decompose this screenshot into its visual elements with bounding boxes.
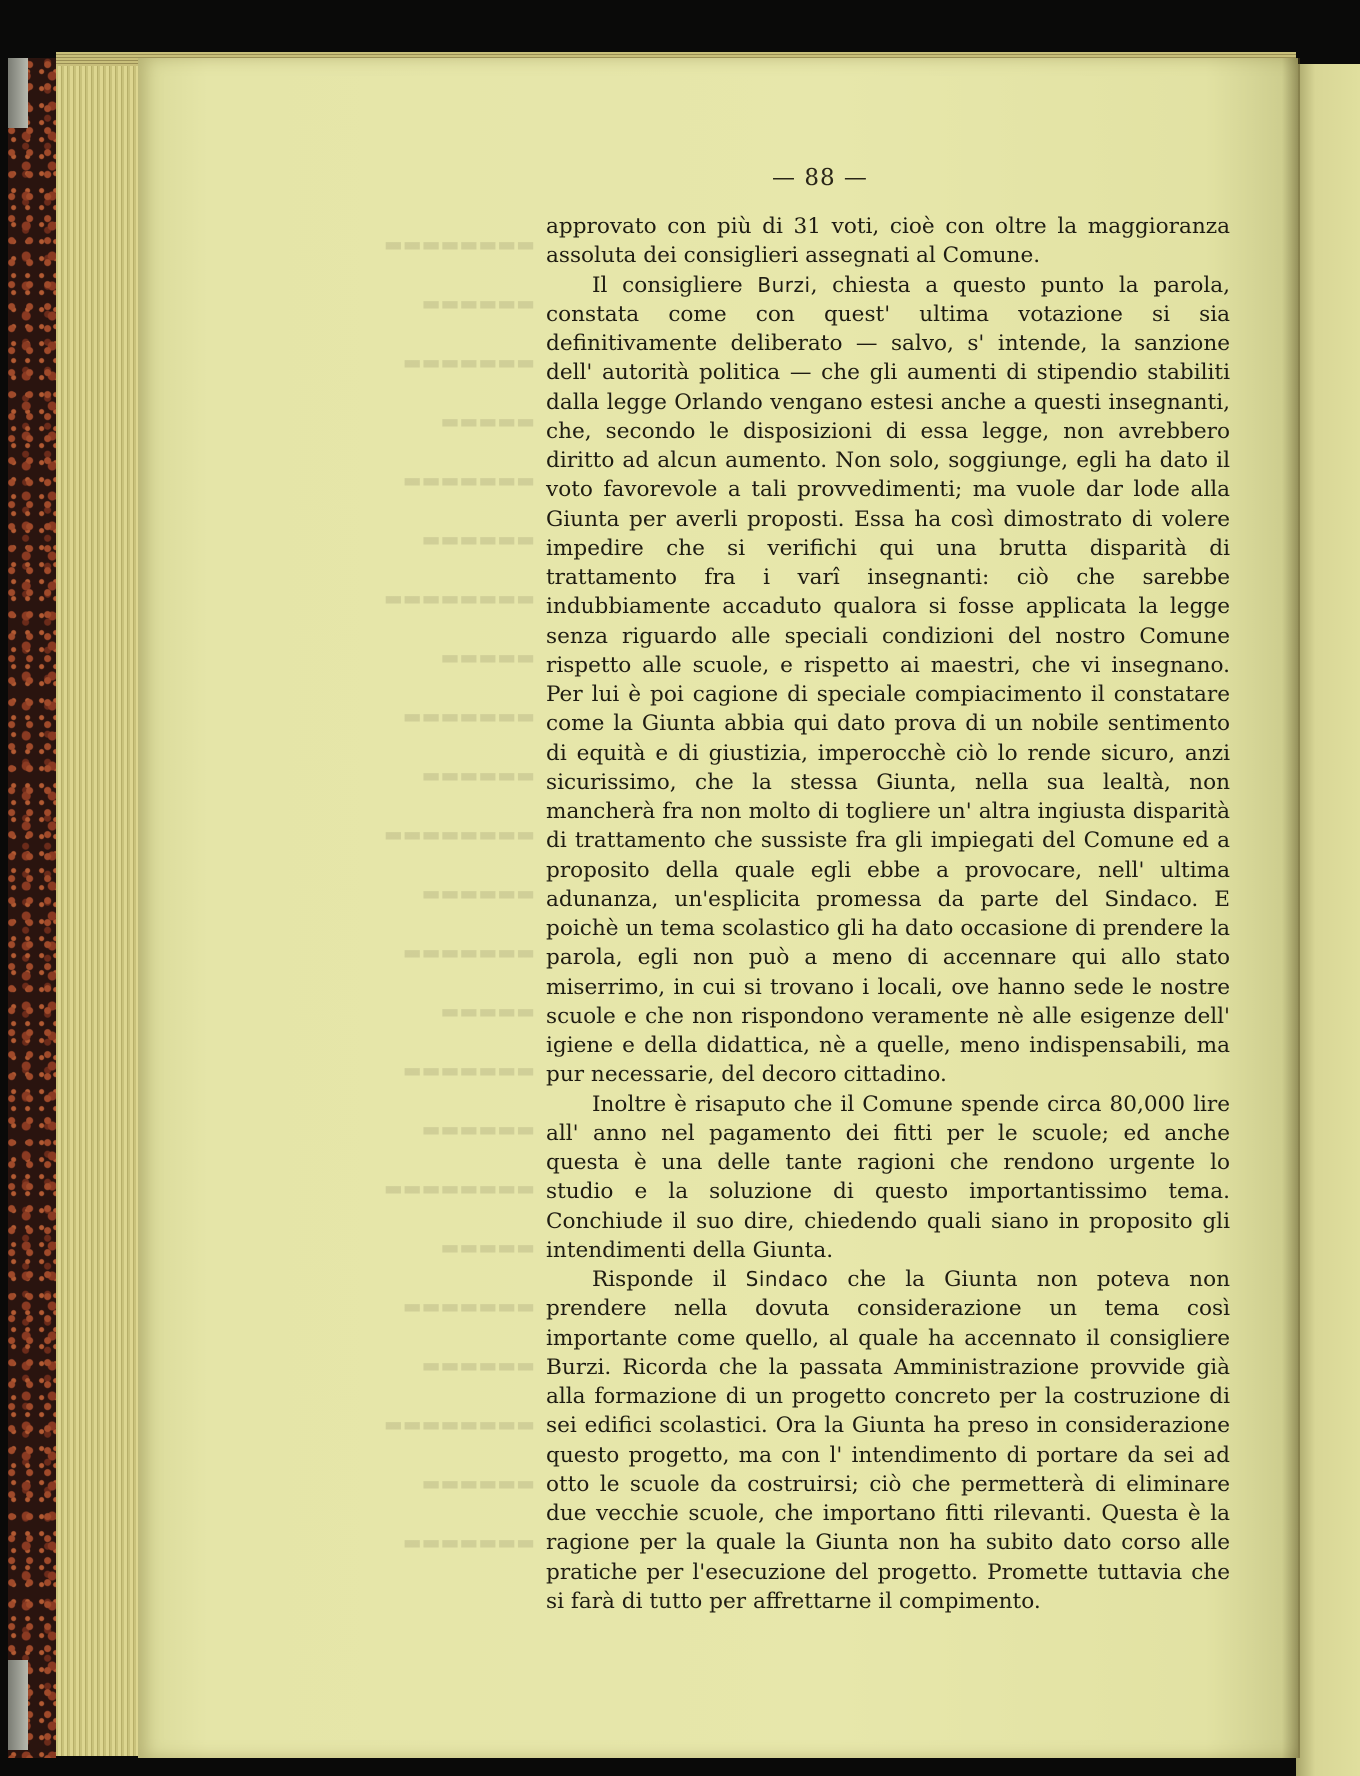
cover-corner-bottom <box>8 1660 28 1750</box>
gutter-shadow <box>1282 58 1300 1758</box>
paragraph-text: , chiesta a questo punto la parola, constata come con quest' ultima votazione si sia definitivamente deliberato — salvo, s' intende, la sanzione dell' autorità politica — che gli aumenti di stipendio stabiliti dalla legge Orlando vengano estesi anche a questi insegnanti, che, secondo le disposizioni di essa legge, non avrebbero diritto ad alcun aumento. Non solo, soggiunge, egli ha dato il voto favorevole a tali provvedimenti; ma vuole dar lode alla Giunta per averli proposti. Essa ha così dimostrato di volere impedire che si verifichi qui una brutta disparità di trattamento fra i varî insegnanti: ciò che sarebbe indubbiamente accaduto qualora si fosse applicata la legge senza riguardo alle speciali condizioni del nostro Comune rispetto alle scuole, e rispetto ai maestri, che vi insegnano. Per lui è poi cagione di speciale compiacimento il constatare come la Giunta abbia qui dato prova di un nobile sentimento di equità e di giustizia, imperocchè ciò lo rende sicuro, anzi sicurissimo, che la stessa Giunta, nella sua lealtà, non mancherà fra non molto di togliere un' altra ingiusta disparità di trattamento che sussiste fra gli impiegati del Comune ed a proposito della quale egli ebbe a provocare, nell' ultima adunanza, un'esplicita promessa da parte del Sindaco. E poichè un tema scolastico gli ha dato occasione di prendere la parola, egli non può a meno di accennare qui allo stato miserrimo, in cui si trovano i locali, ove hanno sede le nostre scuole e che non rispondono veramente nè alle esigenze dell' igiene e della didattica, nè a quelle, meno indispensabili, ma pur necessarie, del decoro cittadino. <box>546 272 1230 1088</box>
paragraph-text: Inoltre è risaputo che il Comune spende circa 80,000 lire all' anno nel pagamento dei fitti per le scuole; ed anche questa è una delle tante ragioni che rendono urgente lo studio e la soluzione di questo importantissimo tema. Conchiude il suo dire, chiedendo quali siano in proposito gli intendimenti della Giunta. <box>546 1091 1230 1263</box>
speaker-name: Burzi <box>757 272 811 297</box>
speaker-name: Sindaco <box>745 1267 829 1291</box>
page-number: — 88 — <box>772 165 868 191</box>
paragraph-text: Risponde il <box>592 1267 746 1292</box>
paragraph <box>546 271 1230 1090</box>
page-stack-left <box>56 66 148 1756</box>
paragraph-text: approvato con più di 31 voti, cioè con oltre la maggioranza assoluta dei consiglieri assegnati al Comune. <box>546 214 1230 269</box>
facing-page-edge <box>1296 64 1360 1776</box>
paragraph-text: Il consigliere <box>592 272 758 298</box>
paragraph-text: che la Giunta non poteva non prendere nella dovuta considerazione un tema così importante come quello, al quale ha accennato il consigliere Burzi. Ricorda che la passata Amministrazione provvide già alla formazione di un progetto concreto per la costruzione di sei edifici scolastici. Ora la Giunta ha preso in considerazione questo progetto, ma con l' intendimento di portare da sei ad otto le scuole da costruirsi; ciò che permetterà di eliminare due vecchie scuole, che importano fitti rilevanti. Questa è la ragione per la quale la Giunta non ha subito dato corso alle pratiche per l'esecuzione del progetto. Promette tuttavia che si farà di tutto per affrettarne il compimento. <box>546 1267 1230 1614</box>
marbled-cover <box>8 58 56 1758</box>
body-text <box>546 212 1230 1616</box>
cover-corner-top <box>8 58 28 128</box>
paragraph <box>546 1090 1230 1266</box>
paragraph <box>546 1265 1230 1616</box>
paragraph <box>546 212 1230 271</box>
bleed-through: ▬▬▬▬▬▬▬▬ ▬▬▬▬▬▬ ▬▬▬▬▬▬▬ ▬▬▬▬▬ ▬▬▬▬▬▬▬ ▬▬▬▬▬▬ ▬▬▬▬▬▬▬▬ ▬▬▬▬▬ ▬▬▬▬▬▬▬ ▬▬▬▬▬▬ ▬▬▬▬▬▬▬▬ ▬▬▬▬▬▬ ▬▬▬▬▬▬▬ ▬▬▬▬▬ ▬▬▬▬▬▬▬ ▬▬▬▬▬▬ ▬▬▬▬▬▬▬▬ ▬▬▬▬▬ ▬▬▬▬▬▬▬ ▬▬▬▬▬▬ ▬▬▬▬▬▬▬▬ ▬▬▬▬▬▬ ▬▬▬▬▬▬▬ <box>383 232 535 1554</box>
